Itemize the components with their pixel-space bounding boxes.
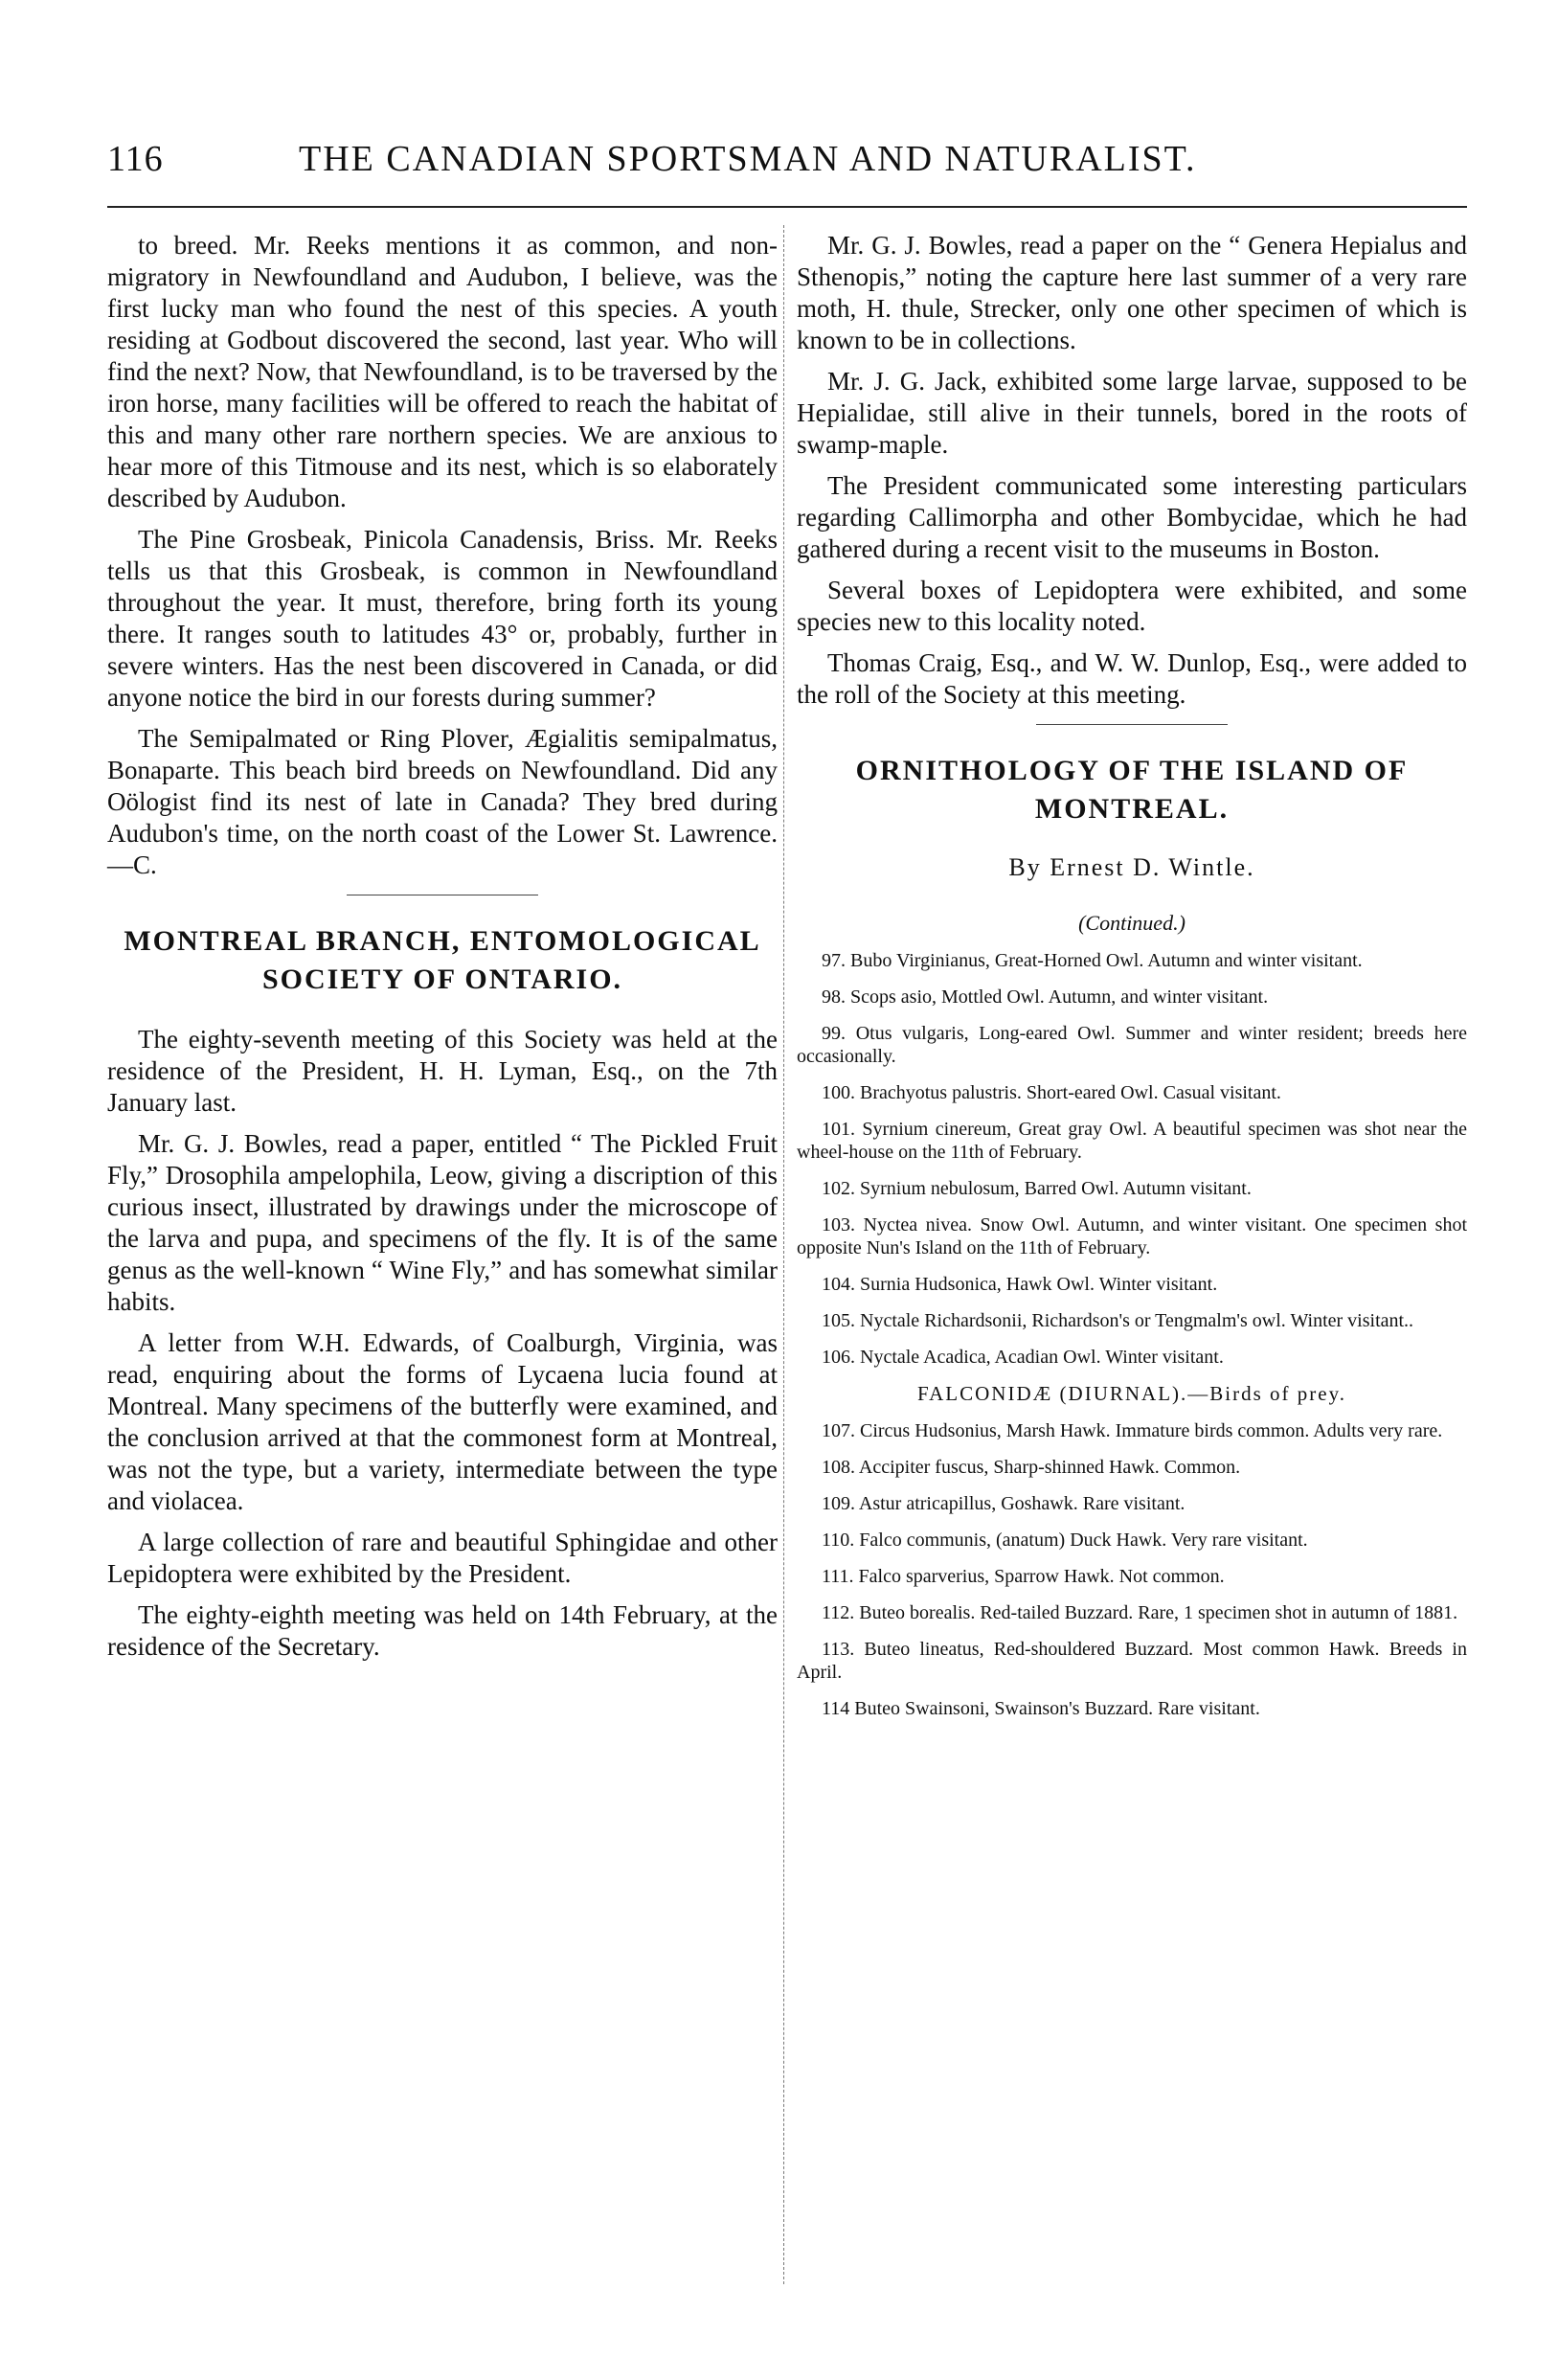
- paragraph: to breed. Mr. Reeks mentions it as common, and non-migratory in Newfoundland and Audubon, I believe, was the first lucky man who found the nest of this species. A youth residing at Godbout discovered the second, last year. Who will find the next? Now, that Newfoundland, is to be traversed by the iron horse, many facilities will be offered to reach the habitat of this and many other rare northern species. We are anxious to hear more of this Titmouse and its nest, which is so elaborately described by Audubon.: [107, 231, 778, 512]
- species-entry: 106. Nyctale Acadica, Acadian Owl. Winter visitant.: [822, 1347, 1224, 1368]
- column-divider: [783, 225, 784, 2284]
- paragraph: The President communicated some interesting particulars regarding Callimorpha and other Bombycidae, which he had gathered during a recent visit to the museums in Boston.: [797, 471, 1467, 563]
- running-title: THE CANADIAN SPORTSMAN AND NATURALIST.: [299, 139, 1197, 179]
- species-entry: 110. Falco communis, (anatum) Duck Hawk. Very rare visitant.: [822, 1530, 1308, 1551]
- paragraph: Mr. G. J. Bowles, read a paper on the “ Genera Hepialus and Sthenopis,” noting the capture here last summer of a very rare moth, H. thule, Strecker, only one other specimen of which is known to be in collections.: [797, 231, 1467, 354]
- species-entry: 111. Falco sparverius, Sparrow Hawk. Not common.: [822, 1566, 1225, 1587]
- paragraph: Several boxes of Lepidoptera were exhibited, and some species new to this locality noted.: [797, 576, 1467, 636]
- family-subhead: FALCONIDÆ (DIURNAL).—Birds of prey.: [917, 1382, 1346, 1405]
- species-entry: 99. Otus vulgaris, Long-eared Owl. Summer and winter resident; breeds here occasionally.: [797, 1023, 1467, 1067]
- species-entry: 107. Circus Hudsonius, Marsh Hawk. Immature birds common. Adults very rare.: [822, 1420, 1443, 1441]
- continued-note: (Continued.): [1078, 911, 1185, 935]
- paragraph: The Semipalmated or Ring Plover, Ægialitis semipalmatus, Bonaparte. This beach bird breeds on Newfoundland. Did any Oölogist find its nest of late in Canada? They bred during Audubon's time, on the north coast of the Lower St. Lawrence.—C.: [107, 724, 778, 879]
- species-entry: 113. Buteo lineatus, Red-shouldered Buzzard. Most common Hawk. Breeds in April.: [797, 1639, 1467, 1683]
- paragraph: A large collection of rare and beautiful Sphingidae and other Lepidoptera were exhibited by the President.: [107, 1528, 778, 1588]
- page-number: 116: [107, 139, 164, 179]
- header-rule: [107, 206, 1467, 208]
- section-rule: [1036, 724, 1228, 725]
- species-entry: 108. Accipiter fuscus, Sharp-shinned Hawk. Common.: [822, 1457, 1241, 1478]
- species-entry: 112. Buteo borealis. Red-tailed Buzzard. Rare, 1 specimen shot in autumn of 1881.: [822, 1602, 1458, 1623]
- section-title-entomological: MONTREAL BRANCH, ENTOMOLOGICAL SOCIETY OF ONTARIO.: [124, 925, 761, 995]
- species-entry: 114 Buteo Swainsoni, Swainson's Buzzard. Rare visitant.: [822, 1698, 1260, 1719]
- section-title-ornithology: [797, 752, 1467, 828]
- species-entry: 97. Bubo Virginianus, Great-Horned Owl. Autumn and winter visitant.: [822, 950, 1363, 971]
- paragraph: The eighty-seventh meeting of this Society was held at the residence of the President, H. H. Lyman, Esq., on the 7th January last.: [107, 1025, 778, 1117]
- section-title-line: ORNITHOLOGY OF THE ISLAND OF: [855, 755, 1409, 786]
- species-entry: 105. Nyctale Richardsonii, Richardson's or Tengmalm's owl. Winter visitant..: [822, 1310, 1414, 1331]
- left-column: [107, 230, 778, 1672]
- species-entry: 104. Surnia Hudsonica, Hawk Owl. Winter visitant.: [822, 1274, 1218, 1295]
- species-entry: 109. Astur atricapillus, Goshawk. Rare visitant.: [822, 1493, 1185, 1514]
- species-entry: 101. Syrnium cinereum, Great gray Owl. A beautiful specimen was shot near the wheel-house on the 11th of February.: [797, 1119, 1467, 1163]
- section-title-line: MONTREAL.: [1034, 793, 1230, 825]
- species-entry: 102. Syrnium nebulosum, Barred Owl. Autumn visitant.: [822, 1178, 1252, 1199]
- species-entry: 103. Nyctea nivea. Snow Owl. Autumn, and winter visitant. One specimen shot opposite Nun's Island on the 11th of February.: [797, 1214, 1467, 1258]
- paragraph: The Pine Grosbeak, Pinicola Canadensis, Briss. Mr. Reeks tells us that this Grosbeak, is common in Newfoundland throughout the year. It must, therefore, bring forth its young there. It ranges south to latitudes 43° or, probably, further in severe winters. Has the nest been discovered in Canada, or did anyone notice the bird in our forests during summer?: [107, 525, 778, 712]
- right-column: [797, 230, 1467, 1734]
- species-entry: 100. Brachyotus palustris. Short-eared Owl. Casual visitant.: [822, 1082, 1281, 1103]
- paragraph: Mr. G. J. Bowles, read a paper, entitled “ The Pickled Fruit Fly,” Drosophila ampelophila, Leow, giving a discription of this curious insect, illustrated by drawings under the microscope of the larva and pupa, and specimens of the fly. It is of the same genus as the well-known “ Wine Fly,” and has somewhat similar habits.: [107, 1129, 778, 1316]
- page-header: [107, 132, 1467, 190]
- paragraph: The eighty-eighth meeting was held on 14th February, at the residence of the Secretary.: [107, 1600, 778, 1661]
- paragraph: A letter from W.H. Edwards, of Coalburgh, Virginia, was read, enquiring about the forms of Lycaena lucia found at Montreal. Many specimens of the butterfly were examined, and the conclusion arrived at that the commonest form at Montreal, was not the type, but a variety, intermediate between the type and violacea.: [107, 1328, 778, 1515]
- species-entry: 98. Scops asio, Mottled Owl. Autumn, and winter visitant.: [822, 986, 1269, 1008]
- byline: By Ernest D. Wintle.: [1008, 853, 1255, 881]
- paragraph: Thomas Craig, Esq., and W. W. Dunlop, Esq., were added to the roll of the Society at this meeting.: [797, 648, 1467, 709]
- paragraph: Mr. J. G. Jack, exhibited some large larvae, supposed to be Hepialidae, still alive in their tunnels, bored in the roots of swamp-maple.: [797, 367, 1467, 459]
